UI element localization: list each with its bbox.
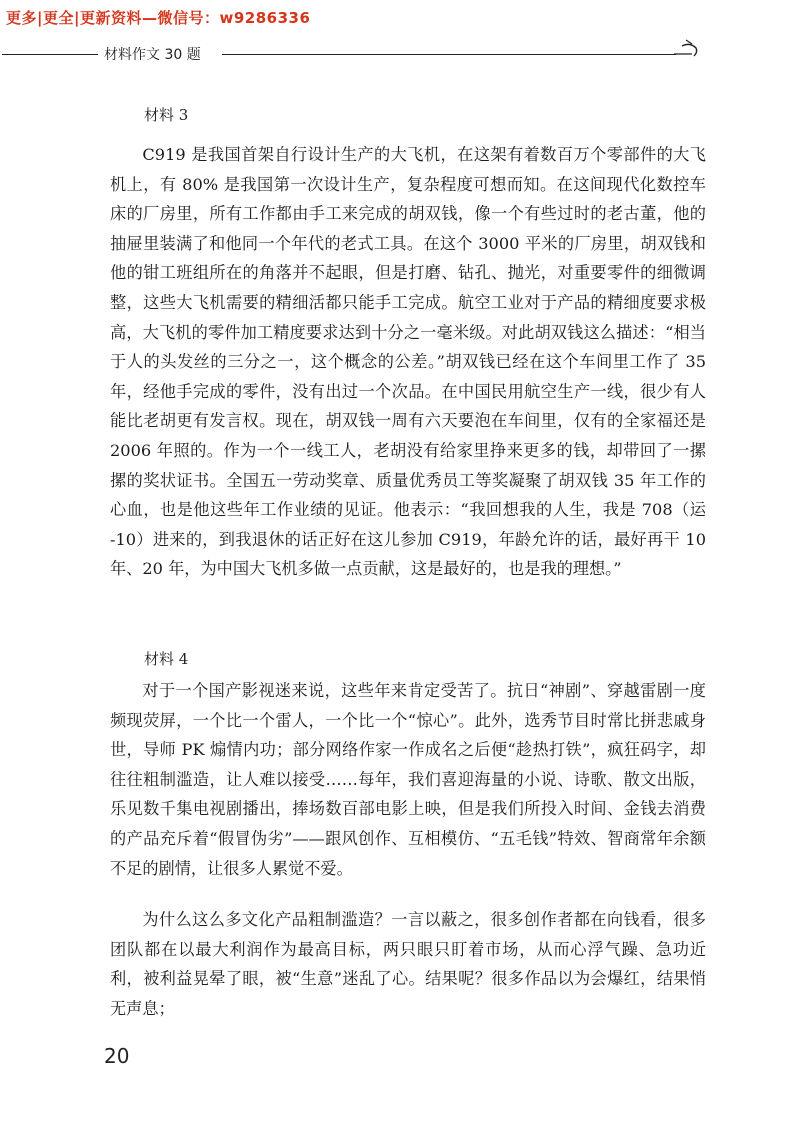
paragraph-material-3: C919 是我国首架自行设计生产的大飞机，在这架有着数百万个零部件的大飞机上，有 80% 是我国第一次设计生产，复杂程度可想而知。在这间现代化数控车床的厂房里，所有工作都由手工来完成的胡双钱，像一个有些过时的老古董，他的抽屉里装满了和他同一个年代的老式工具。在这个 3000 平米的厂房里，胡双钱和他的钳工班组所在的角落并不起眼，但是打磨、钻孔、抛光，对重要零件的细微调整，这些大飞机需要的精细活都只能手工完成。航空工业对于产品的精细度要求极高，大飞机的零件加工精度要求达到十分之一毫米级。对此胡双钱这么描述：“相当于人的头发丝的三分之一，这个概念的公差。”胡双钱已经在这个车间里工作了 35 年，经他手完成的零件，没有出过一个次品。在中国民用航空生产一线，很少有人能比老胡更有发言权。现在，胡双钱一周有六天要泡在车间里，仅有的全家福还是 2006 年照的。作为一个一线工人，老胡没有给家里挣来更多的钱，却带回了一摞摞的奖状证书。全国五一劳动奖章、质量优秀员工等奖凝聚了胡双钱 35 年工作的心血，也是他这些年工作业绩的见证。他表示：“我回想我的人生，我是 708（运 -10）进来的，到我退休的话正好在这儿参加 C919，年龄允许的话，最好再干 10 年、20 年，为中国大飞机多做一点贡献，这是最好的，也是我的理想。”	[110, 145, 706, 579]
page-number: 20	[104, 1044, 130, 1068]
header-rule-right	[222, 54, 676, 55]
section-heading-material-4: 材料 4	[144, 650, 189, 668]
running-header-title: 材料作文 30 题	[104, 47, 201, 63]
paragraph-material-4-1: 对于一个国产影视迷来说，这些年来肯定受苦了。抗日“神剧”、穿越雷剧一度频现荧屏，一个比一个雷人，一个比一个“惊心”。此外，选秀节目时常比拼悲戚身世，导师 PK 煽情内功；部分网络作家一作成名之后便“趁热打铁”，疯狂码字，却往往粗制滥造，让人难以接受……每年，我们喜迎海量的小说、诗歌、散文出版，乐见数千集电视剧播出，捧场数百部电影上映，但是我们所投入时间、金钱去消费的产品充斥着“假冒伪劣”——跟风创作、互相模仿、“五毛钱”特效、智商常年余额不足的剧情，让很多人累觉不爱。	[110, 681, 706, 878]
watermark-banner: 更多|更全|更新资料—微信号：w9286336	[6, 9, 311, 27]
paragraph-material-4-2: 为什么这么多文化产品粗制滥造？一言以蔽之，很多创作者都在向钱看，很多团队都在以最大利润作为最高目标，两只眼只盯着市场，从而心浮气躁、急功近利，被利益晃晕了眼，被“生意”迷乱了心。结果呢？很多作品以为会爆红，结果悄无声息；	[110, 910, 706, 1018]
header-ornament-icon	[672, 38, 702, 64]
section-heading-material-3: 材料 3	[144, 106, 189, 124]
header-rule-left	[2, 54, 98, 55]
